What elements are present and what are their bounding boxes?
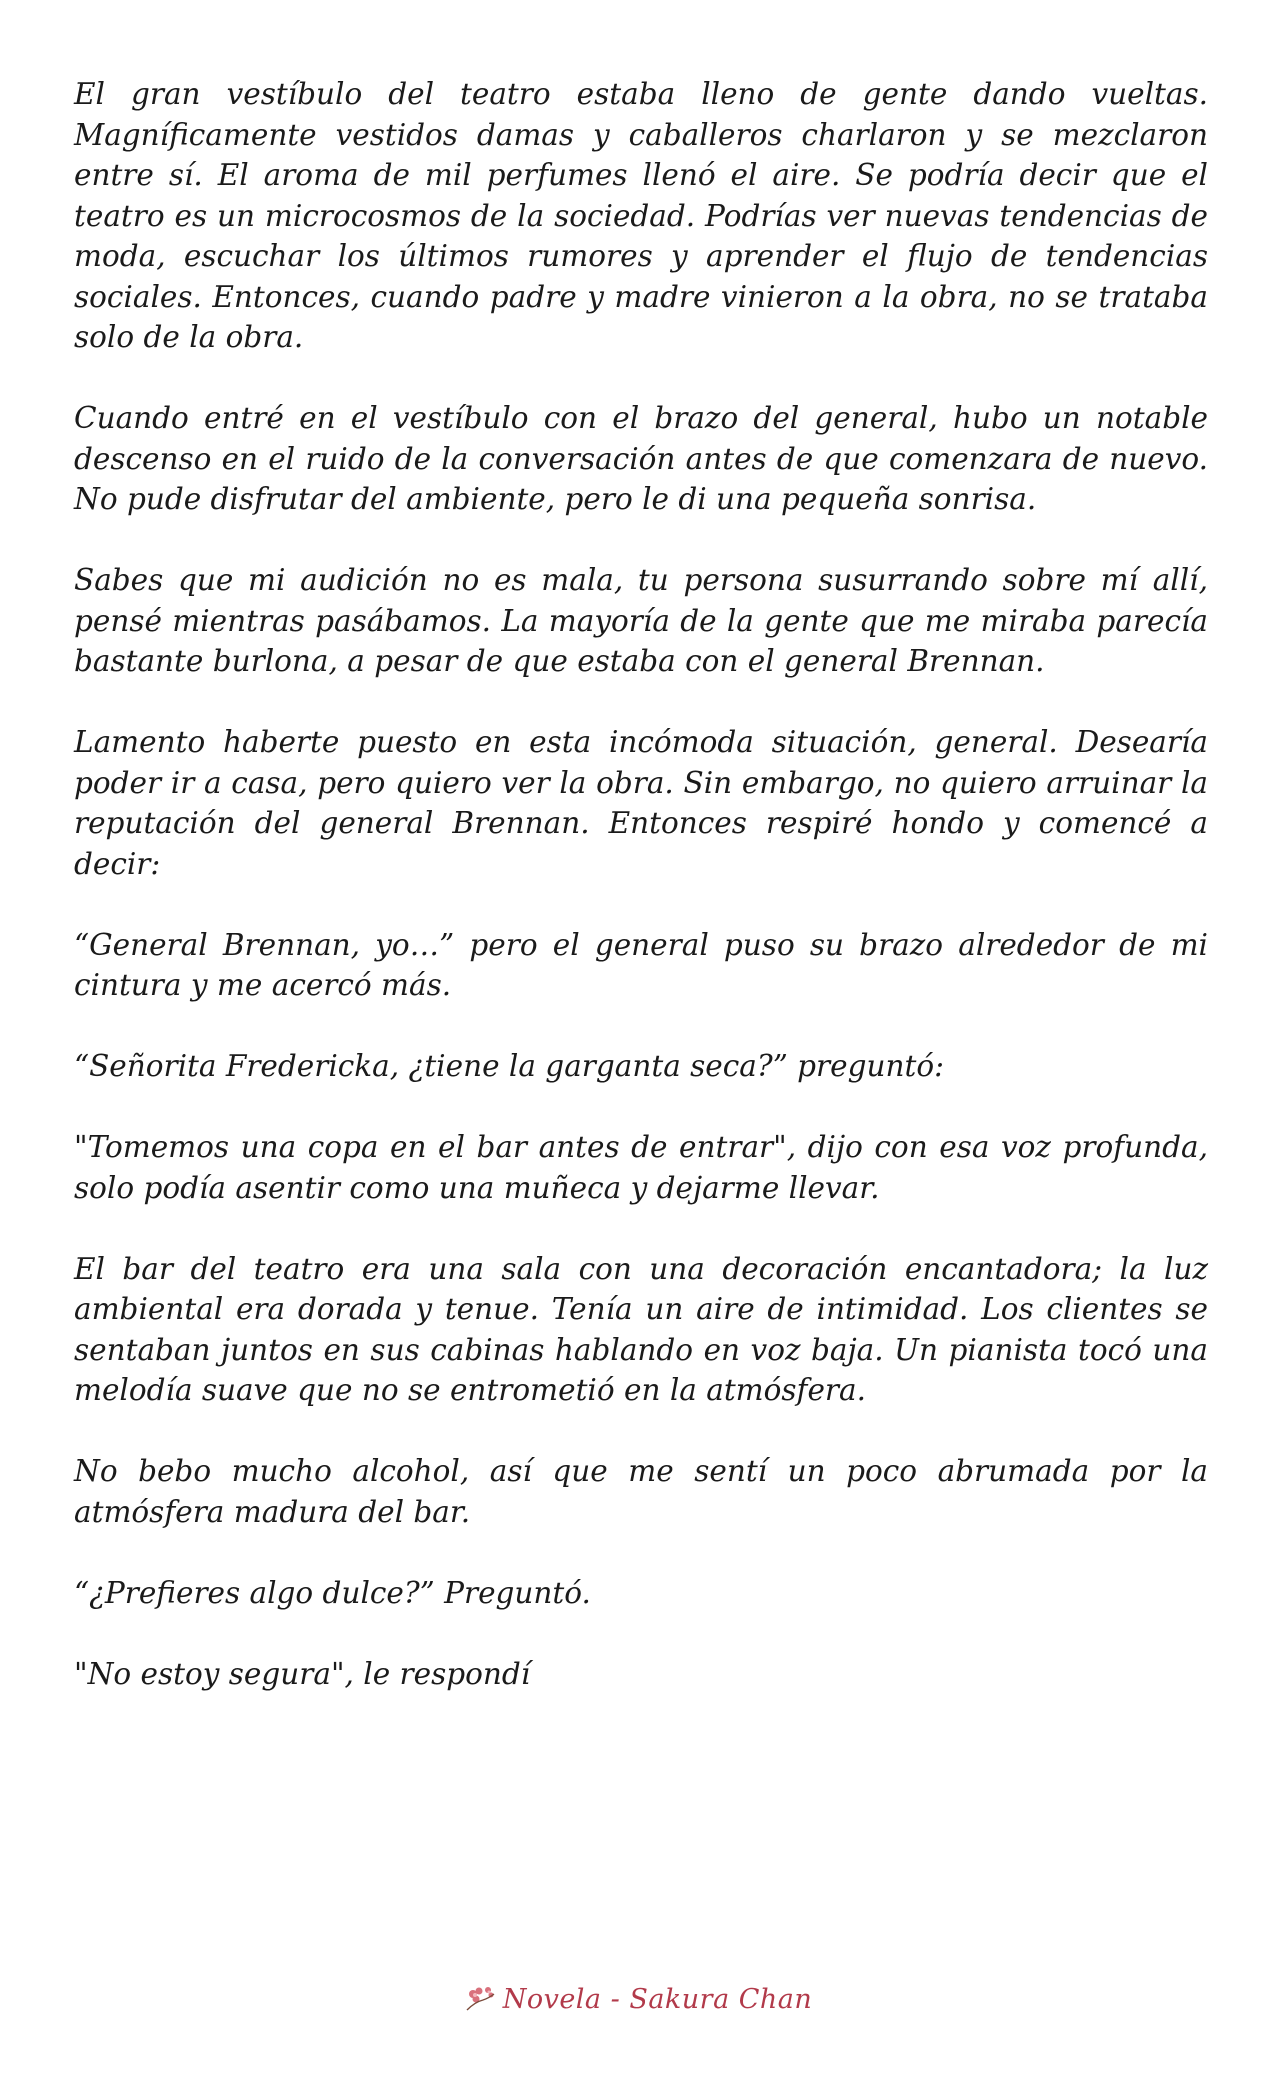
document-body bbox=[74, 74, 1208, 1735]
paragraph-4: Lamento haberte puesto en esta incómoda situación, general. Desearía poder ir a casa, pero quiero ver la obra. Sin embargo, no quiero arruinar la reputación del general Brennan. Entonces respiré hondo y comencé a decir: bbox=[74, 725, 1208, 881]
footer-text: Novela - Sakura Chan bbox=[502, 1983, 813, 2015]
paragraph-3: Sabes que mi audición no es mala, tu persona susurrando sobre mí allí, pensé mientras pasábamos. La mayoría de la gente que me miraba parecía bastante burlona, a pesar de que estaba con el general Brennan. bbox=[74, 563, 1208, 678]
paragraph-6: “Señorita Fredericka, ¿tiene la garganta seca?” preguntó: bbox=[74, 1049, 945, 1083]
paragraph-11: "No estoy segura", le respondí bbox=[74, 1656, 531, 1691]
paragraph-7: "Tomemos una copa en el bar antes de entrar", dijo con esa voz profunda, solo podía asentir como una muñeca y dejarme llevar. bbox=[74, 1130, 1208, 1205]
paragraph-5: “General Brennan, yo…” pero el general puso su brazo alrededor de mi cintura y me acercó más. bbox=[74, 927, 1208, 1002]
paragraph-10: “¿Prefieres algo dulce?” Preguntó. bbox=[74, 1575, 591, 1610]
paragraph-2: Cuando entré en el vestíbulo con el brazo del general, hubo un notable descenso en el ruido de la conversación antes de que comenzara de nuevo. No pude disfrutar del ambiente, pero le di una pequeña sonrisa. bbox=[74, 401, 1208, 516]
footer-signature bbox=[0, 1982, 1275, 2016]
paragraph-8: El bar del teatro era una sala con una decoración encantadora; la luz ambiental era dorada y tenue. Tenía un aire de intimidad. Los clientes se sentaban juntos en sus cabinas hablando en voz baja. Un pianista tocó una melodía suave que no se entrometió en la atmósfera. bbox=[74, 1251, 1208, 1407]
paragraph-9: No bebo mucho alcohol, así que me sentí un poco abrumada por la atmósfera madura del bar. bbox=[74, 1454, 1208, 1529]
paragraph-1: El gran vestíbulo del teatro estaba lleno de gente dando vueltas. Magníficamente vestidos damas y caballeros charlaron y se mezclaron entre sí. El aroma de mil perfumes llenó el aire. Se podría decir que el teatro es un microcosmos de la sociedad. Podrías ver nuevas tendencias de moda, escuchar los últimos rumores y aprender el flujo de tendencias sociales. Entonces, cuando padre y madre vinieron a la obra, no se trataba solo de la obra. bbox=[74, 77, 1208, 354]
sakura-flower-icon bbox=[463, 1982, 497, 2016]
